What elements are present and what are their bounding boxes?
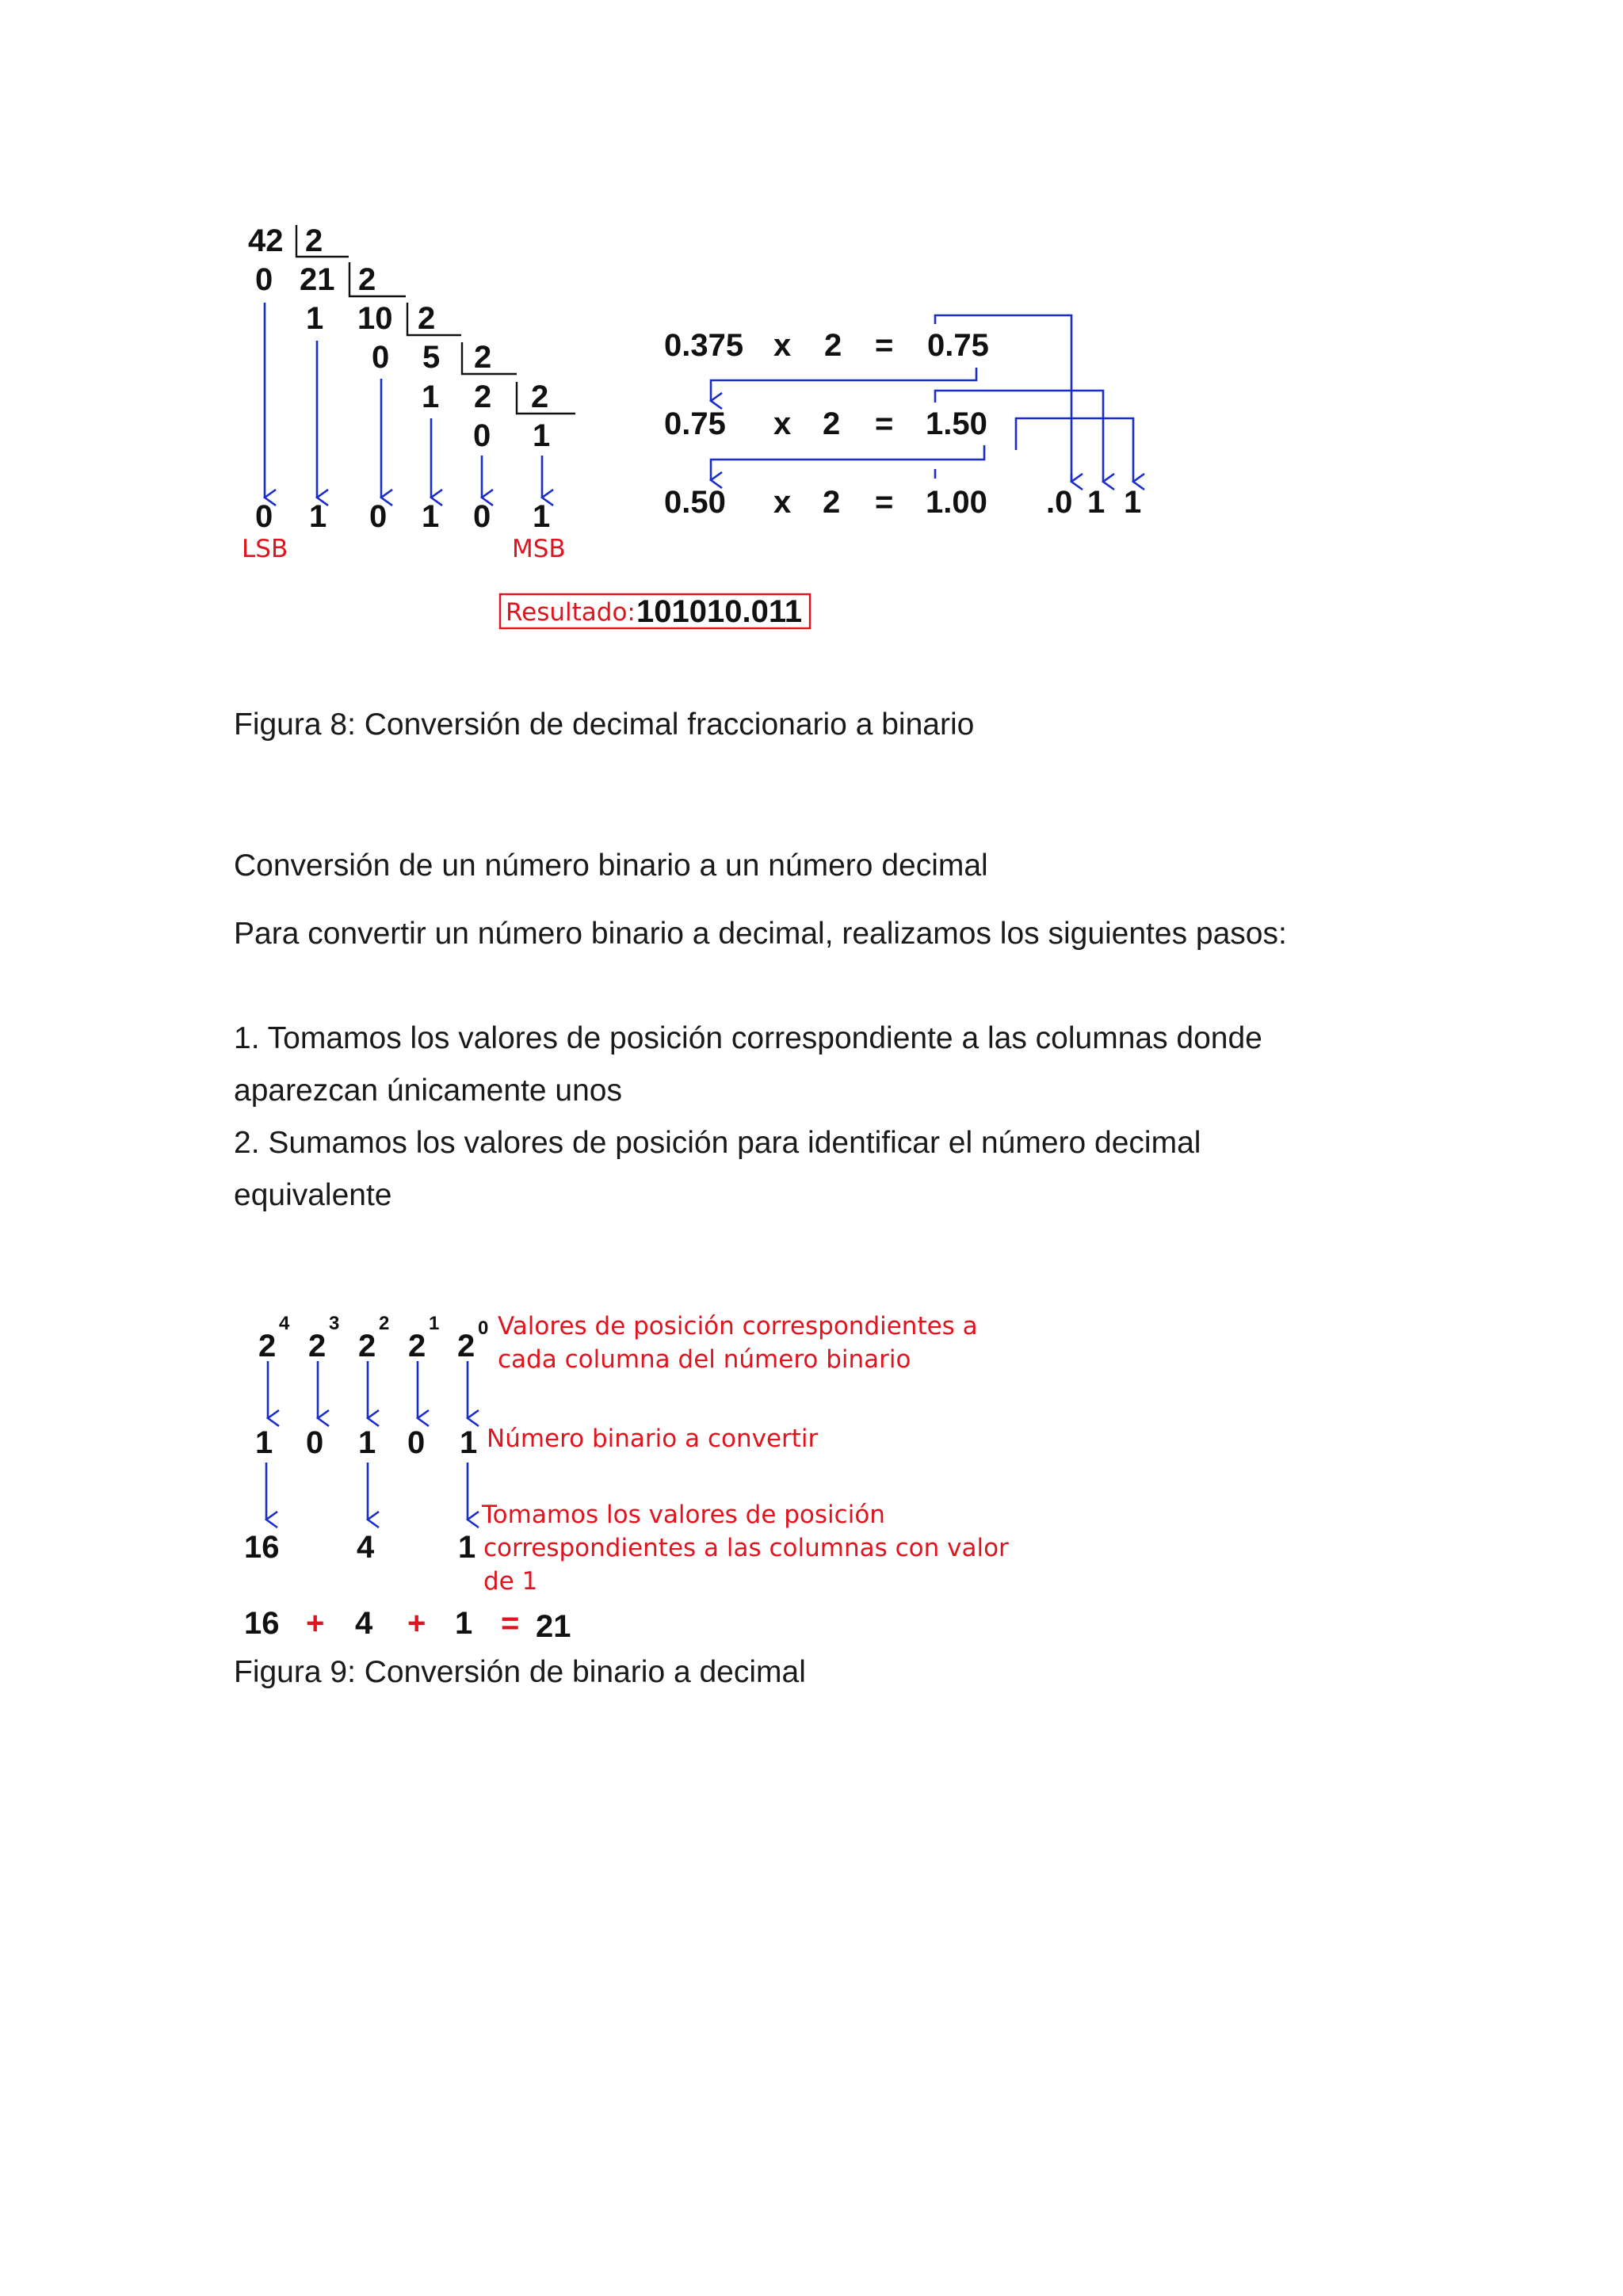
div-5: 5 <box>422 340 441 375</box>
div-divisor-2: 2 <box>358 262 376 297</box>
mul-row1-r: 0.75 <box>927 328 989 363</box>
bit-5: 1 <box>533 499 551 534</box>
step-1-line-1: 1. Tomamos los valores de posición correspondiente a las columnas donde <box>234 1021 1262 1055</box>
bit-arrows <box>266 1463 468 1520</box>
step-1-line-2: aparezcan únicamente unos <box>234 1074 622 1108</box>
mul-row2-op: x <box>773 406 792 441</box>
power-base-1: 2 <box>408 1329 426 1363</box>
power-base-0: 2 <box>457 1329 475 1363</box>
div-10: 10 <box>357 301 393 336</box>
note-bits: Número binario a convertir <box>487 1425 819 1453</box>
sum-equals: = <box>501 1606 520 1641</box>
powers-row <box>258 1313 488 1363</box>
bin-bit-2: 1 <box>358 1425 376 1460</box>
step-2-line-1: 2. Sumamos los valores de posición para identificar el número decimal <box>234 1126 1201 1160</box>
power-exp-4: 4 <box>279 1313 290 1334</box>
frac-bit-0: .0 <box>1046 485 1073 520</box>
div-quotient-last: 1 <box>533 418 551 453</box>
bit-1: 1 <box>309 499 327 534</box>
mul-row2-b: 2 <box>823 406 841 441</box>
frac-bit-1: 1 <box>1087 485 1106 520</box>
mul-row1-a: 0.375 <box>664 328 744 363</box>
note-values-line-3: de 1 <box>483 1567 538 1596</box>
div-rem-3: 1 <box>422 379 440 414</box>
note-values-line-2: correspondientes a las columnas con valor <box>483 1534 1009 1562</box>
msb-label: MSB <box>512 535 566 563</box>
section-intro: Para convertir un número binario a decimal, realizamos los siguientes pasos: <box>234 917 1287 951</box>
sum-total: 21 <box>536 1609 571 1644</box>
div-rem-0: 0 <box>255 262 273 297</box>
result-label: Resultado: <box>506 598 636 627</box>
div-rem-1: 1 <box>306 301 324 336</box>
power-exp-3: 3 <box>329 1313 340 1334</box>
note-values-line-1: Tomamos los valores de posición <box>482 1501 885 1529</box>
mul-row1-op: x <box>773 328 792 363</box>
power-arrows <box>268 1361 468 1418</box>
bit-3: 1 <box>422 499 440 534</box>
power-exp-0: 0 <box>478 1318 489 1339</box>
power-exp-1: 1 <box>429 1313 440 1334</box>
bin-bit-3: 0 <box>407 1425 426 1460</box>
div-2: 2 <box>474 379 492 414</box>
mul-row3-r: 1.00 <box>926 485 987 520</box>
sum-term-2: 4 <box>355 1606 373 1641</box>
sum-plus-2: + <box>407 1606 426 1641</box>
power-base-3: 2 <box>308 1329 327 1363</box>
mul-row2-a: 0.75 <box>664 406 726 441</box>
power-base-4: 2 <box>258 1329 277 1363</box>
bit-2: 0 <box>369 499 388 534</box>
step-2-line-2: equivalente <box>234 1178 392 1212</box>
value-4: 4 <box>357 1530 375 1565</box>
note-powers-line-2: cada columna del número binario <box>498 1345 911 1374</box>
div-divisor-5: 2 <box>531 379 549 414</box>
sum-term-3: 1 <box>455 1606 473 1641</box>
power-base-2: 2 <box>358 1329 376 1363</box>
bin-bit-4: 1 <box>460 1425 478 1460</box>
value-1: 1 <box>458 1530 476 1565</box>
lsb-label: LSB <box>242 535 288 563</box>
div-rem-2: 0 <box>372 340 390 375</box>
mul-row3-eq: = <box>875 485 894 520</box>
mul-row1-eq: = <box>875 328 894 363</box>
power-exp-2: 2 <box>379 1313 390 1334</box>
bit-0: 0 <box>255 499 273 534</box>
mul-row2-r: 1.50 <box>926 406 987 441</box>
div-divisor-3: 2 <box>418 301 436 336</box>
bin-bit-1: 0 <box>306 1425 324 1460</box>
frac-bit-2: 1 <box>1124 485 1142 520</box>
figure-8-caption: Figura 8: Conversión de decimal fraccionario a binario <box>234 707 975 742</box>
mul-row3-b: 2 <box>823 485 841 520</box>
sum-plus-1: + <box>306 1606 325 1641</box>
note-powers-line-1: Valores de posición correspondientes a <box>498 1312 978 1341</box>
bit-4: 0 <box>473 499 491 534</box>
mul-row3-op: x <box>773 485 792 520</box>
section-title: Conversión de un número binario a un número decimal <box>234 849 988 883</box>
div-21: 21 <box>300 262 335 297</box>
mul-row3-a: 0.50 <box>664 485 726 520</box>
bin-bit-0: 1 <box>255 1425 273 1460</box>
figure-9-caption: Figura 9: Conversión de binario a decimal <box>234 1655 806 1689</box>
value-16: 16 <box>244 1530 280 1565</box>
result-value: 101010.011 <box>636 594 803 629</box>
sum-term-1: 16 <box>244 1606 280 1641</box>
mul-row1-b: 2 <box>824 328 842 363</box>
div-rem-4: 0 <box>473 418 491 453</box>
div-divisor-1: 2 <box>305 223 323 258</box>
mul-row2-eq: = <box>875 406 894 441</box>
div-42: 42 <box>248 223 284 258</box>
div-divisor-4: 2 <box>474 340 492 375</box>
